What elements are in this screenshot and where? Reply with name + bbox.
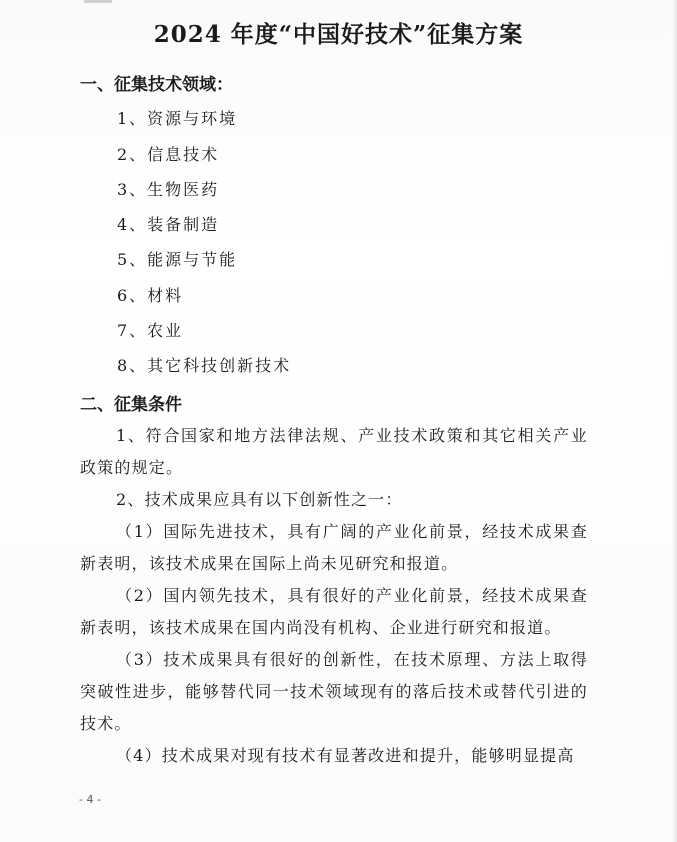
document-title: 2024 年度“中国好技术”征集方案 — [153, 21, 524, 48]
condition-paragraph: 2、技术成果应具有以下创新性之一： — [116, 490, 403, 509]
field-list-item: 5、能源与节能 — [117, 250, 238, 269]
field-list-item: 4、装备制造 — [117, 215, 220, 234]
field-list-item: 8、其它科技创新技术 — [117, 356, 292, 375]
condition-paragraph: （4）技术成果对现有技术有显著改进和提升，能够明显提高 — [116, 746, 575, 765]
page-edge-shadow — [671, 0, 677, 842]
condition-paragraph: （1）国际先进技术，具有广阔的产业化前景，经技术成果查新表明，该技术成果在国际上尚未见研究和报道。 — [80, 522, 588, 573]
field-list-item: 7、农业 — [117, 321, 184, 340]
field-list-item: 2、信息技术 — [117, 145, 220, 164]
field-list-item: 6、材料 — [117, 286, 184, 305]
condition-paragraph: （3）技术成果具有很好的创新性，在技术原理、方法上取得突破性进步，能够替代同一技术领域现有的落后技术或替代引进的技术。 — [80, 650, 588, 733]
condition-paragraph: （2）国内领先技术，具有很好的产业化前景，经技术成果查新表明，该技术成果在国内尚没有机构、企业进行研究和报道。 — [80, 586, 588, 637]
field-list-item: 3、生物医药 — [117, 180, 220, 199]
top-cut-mark — [84, 0, 112, 3]
section-heading-conditions: 二、征集条件 — [80, 395, 182, 415]
section-heading-fields: 一、征集技术领域： — [80, 75, 233, 95]
field-list-item: 1、资源与环境 — [117, 109, 238, 128]
page-number: - 4 - — [79, 793, 101, 806]
condition-paragraph: 1、符合国家和地方法律法规、产业技术政策和其它相关产业政策的规定。 — [80, 426, 588, 477]
